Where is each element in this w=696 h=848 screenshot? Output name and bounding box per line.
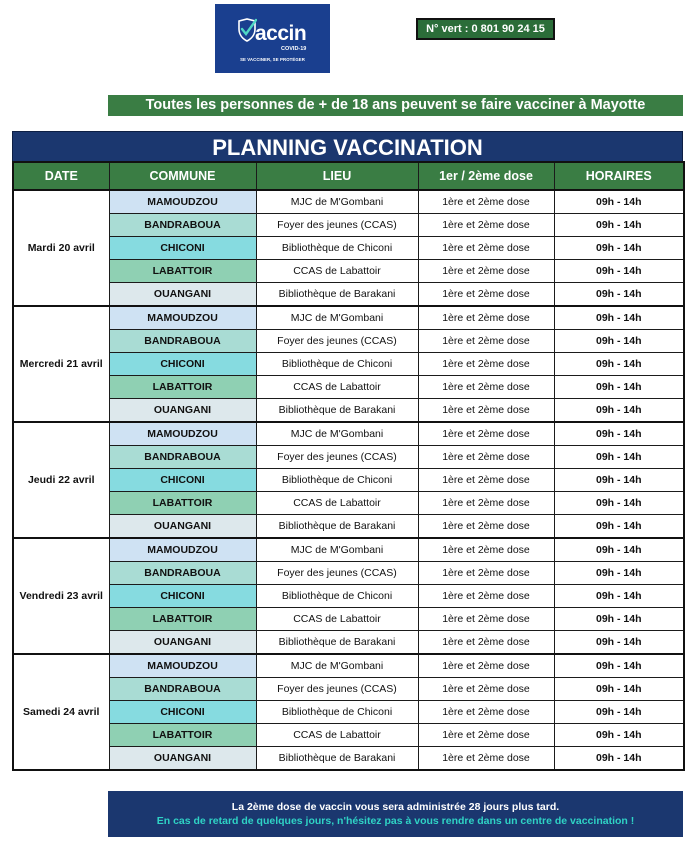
horaires-cell: 09h - 14h [554,422,684,446]
lieu-cell: MJC de M'Gombani [256,538,418,562]
dose-cell: 1ère et 2ème dose [418,631,554,655]
horaires-cell: 09h - 14h [554,701,684,724]
table-row [13,701,684,724]
dose-cell: 1ère et 2ème dose [418,678,554,701]
table-row [13,538,684,562]
logo-covid-label: COVID-19 [281,46,307,52]
commune-cell: BANDRABOUA [109,330,256,353]
lieu-cell: MJC de M'Gombani [256,654,418,678]
header-horaires: HORAIRES [554,162,684,190]
hotline-number: N° vert : 0 801 90 24 15 [416,18,555,40]
commune-cell: MAMOUDZOU [109,190,256,214]
table-row [13,678,684,701]
commune-cell: LABATTOIR [109,260,256,283]
vaccin-logo [215,4,330,73]
table-row [13,237,684,260]
horaires-cell: 09h - 14h [554,585,684,608]
commune-cell: BANDRABOUA [109,446,256,469]
commune-cell: CHICONI [109,237,256,260]
lieu-cell: CCAS de Labattoir [256,260,418,283]
dose-cell: 1ère et 2ème dose [418,283,554,307]
horaires-cell: 09h - 14h [554,469,684,492]
lieu-cell: Bibliothèque de Chiconi [256,237,418,260]
dose-cell: 1ère et 2ème dose [418,562,554,585]
page-title: PLANNING VACCINATION [12,131,683,162]
day-date: Vendredi 23 avril [13,538,109,654]
table-row [13,562,684,585]
horaires-cell: 09h - 14h [554,353,684,376]
table-body [13,190,684,770]
lieu-cell: CCAS de Labattoir [256,376,418,399]
commune-cell: CHICONI [109,701,256,724]
horaires-cell: 09h - 14h [554,678,684,701]
commune-cell: MAMOUDZOU [109,538,256,562]
horaires-cell: 09h - 14h [554,306,684,330]
dose-cell: 1ère et 2ème dose [418,306,554,330]
table-row [13,585,684,608]
table-row [13,492,684,515]
horaires-cell: 09h - 14h [554,260,684,283]
lieu-cell: Bibliothèque de Chiconi [256,585,418,608]
horaires-cell: 09h - 14h [554,330,684,353]
eligibility-banner: Toutes les personnes de + de 18 ans peuvent se faire vacciner à Mayotte [108,95,683,116]
footer-notice [108,791,683,837]
dose-cell: 1ère et 2ème dose [418,608,554,631]
dose-cell: 1ère et 2ème dose [418,469,554,492]
horaires-cell: 09h - 14h [554,214,684,237]
commune-cell: MAMOUDZOU [109,654,256,678]
table-row [13,260,684,283]
table-row [13,724,684,747]
horaires-cell: 09h - 14h [554,562,684,585]
header-commune: COMMUNE [109,162,256,190]
lieu-cell: MJC de M'Gombani [256,422,418,446]
horaires-cell: 09h - 14h [554,538,684,562]
table-row [13,446,684,469]
commune-cell: OUANGANI [109,515,256,539]
header-dose: 1er / 2ème dose [418,162,554,190]
dose-cell: 1ère et 2ème dose [418,260,554,283]
table-row [13,422,684,446]
table-row [13,376,684,399]
commune-cell: CHICONI [109,353,256,376]
logo-tagline: SE VACCINER, SE PROTÉGER [240,57,305,62]
dose-cell: 1ère et 2ème dose [418,190,554,214]
horaires-cell: 09h - 14h [554,190,684,214]
dose-cell: 1ère et 2ème dose [418,492,554,515]
commune-cell: CHICONI [109,585,256,608]
lieu-cell: Foyer des jeunes (CCAS) [256,330,418,353]
day-date: Jeudi 22 avril [13,422,109,538]
commune-cell: OUANGANI [109,283,256,307]
commune-cell: OUANGANI [109,631,256,655]
horaires-cell: 09h - 14h [554,237,684,260]
dose-cell: 1ère et 2ème dose [418,446,554,469]
lieu-cell: Bibliothèque de Barakani [256,283,418,307]
dose-cell: 1ère et 2ème dose [418,422,554,446]
dose-cell: 1ère et 2ème dose [418,538,554,562]
dose-cell: 1ère et 2ème dose [418,214,554,237]
horaires-cell: 09h - 14h [554,515,684,539]
horaires-cell: 09h - 14h [554,376,684,399]
table-row [13,353,684,376]
footer-delay-note: En cas de retard de quelques jours, n'hésitez pas à vous rendre dans un centre de vaccination ! [156,815,635,827]
table-row [13,469,684,492]
commune-cell: LABATTOIR [109,376,256,399]
commune-cell: OUANGANI [109,399,256,423]
commune-cell: OUANGANI [109,747,256,771]
horaires-cell: 09h - 14h [554,608,684,631]
horaires-cell: 09h - 14h [554,446,684,469]
dose-cell: 1ère et 2ème dose [418,515,554,539]
horaires-cell: 09h - 14h [554,654,684,678]
lieu-cell: CCAS de Labattoir [256,724,418,747]
commune-cell: BANDRABOUA [109,678,256,701]
lieu-cell: Foyer des jeunes (CCAS) [256,446,418,469]
lieu-cell: Bibliothèque de Barakani [256,631,418,655]
day-date: Mercredi 21 avril [13,306,109,422]
commune-cell: BANDRABOUA [109,562,256,585]
dose-cell: 1ère et 2ème dose [418,399,554,423]
table-row [13,747,684,771]
table-row [13,330,684,353]
lieu-cell: MJC de M'Gombani [256,190,418,214]
table-row [13,631,684,655]
lieu-cell: Bibliothèque de Barakani [256,747,418,771]
horaires-cell: 09h - 14h [554,724,684,747]
horaires-cell: 09h - 14h [554,399,684,423]
lieu-cell: Foyer des jeunes (CCAS) [256,214,418,237]
lieu-cell: CCAS de Labattoir [256,492,418,515]
table-row [13,608,684,631]
horaires-cell: 09h - 14h [554,283,684,307]
table-row [13,306,684,330]
horaires-cell: 09h - 14h [554,747,684,771]
commune-cell: MAMOUDZOU [109,422,256,446]
dose-cell: 1ère et 2ème dose [418,376,554,399]
lieu-cell: CCAS de Labattoir [256,608,418,631]
shield-check-icon [237,18,257,42]
table-header-row [13,162,684,190]
commune-cell: LABATTOIR [109,492,256,515]
dose-cell: 1ère et 2ème dose [418,701,554,724]
lieu-cell: Foyer des jeunes (CCAS) [256,678,418,701]
dose-cell: 1ère et 2ème dose [418,330,554,353]
table-row [13,283,684,307]
dose-cell: 1ère et 2ème dose [418,353,554,376]
lieu-cell: Bibliothèque de Chiconi [256,353,418,376]
dose-cell: 1ère et 2ème dose [418,747,554,771]
commune-cell: LABATTOIR [109,724,256,747]
lieu-cell: Foyer des jeunes (CCAS) [256,562,418,585]
lieu-cell: Bibliothèque de Barakani [256,515,418,539]
vaccination-schedule-table [12,161,685,771]
lieu-cell: Bibliothèque de Chiconi [256,701,418,724]
dose-cell: 1ère et 2ème dose [418,654,554,678]
dose-cell: 1ère et 2ème dose [418,724,554,747]
header-lieu: LIEU [256,162,418,190]
lieu-cell: Bibliothèque de Barakani [256,399,418,423]
commune-cell: CHICONI [109,469,256,492]
table-row [13,654,684,678]
table-row [13,190,684,214]
day-date: Mardi 20 avril [13,190,109,306]
header-date: DATE [13,162,109,190]
commune-cell: BANDRABOUA [109,214,256,237]
commune-cell: LABATTOIR [109,608,256,631]
lieu-cell: MJC de M'Gombani [256,306,418,330]
dose-cell: 1ère et 2ème dose [418,585,554,608]
logo-word: accin [255,22,307,45]
lieu-cell: Bibliothèque de Chiconi [256,469,418,492]
table-row [13,399,684,423]
commune-cell: MAMOUDZOU [109,306,256,330]
table-row [13,214,684,237]
table-row [13,515,684,539]
horaires-cell: 09h - 14h [554,492,684,515]
day-date: Samedi 24 avril [13,654,109,770]
dose-cell: 1ère et 2ème dose [418,237,554,260]
footer-second-dose-note: La 2ème dose de vaccin vous sera administrée 28 jours plus tard. [231,801,560,813]
horaires-cell: 09h - 14h [554,631,684,655]
